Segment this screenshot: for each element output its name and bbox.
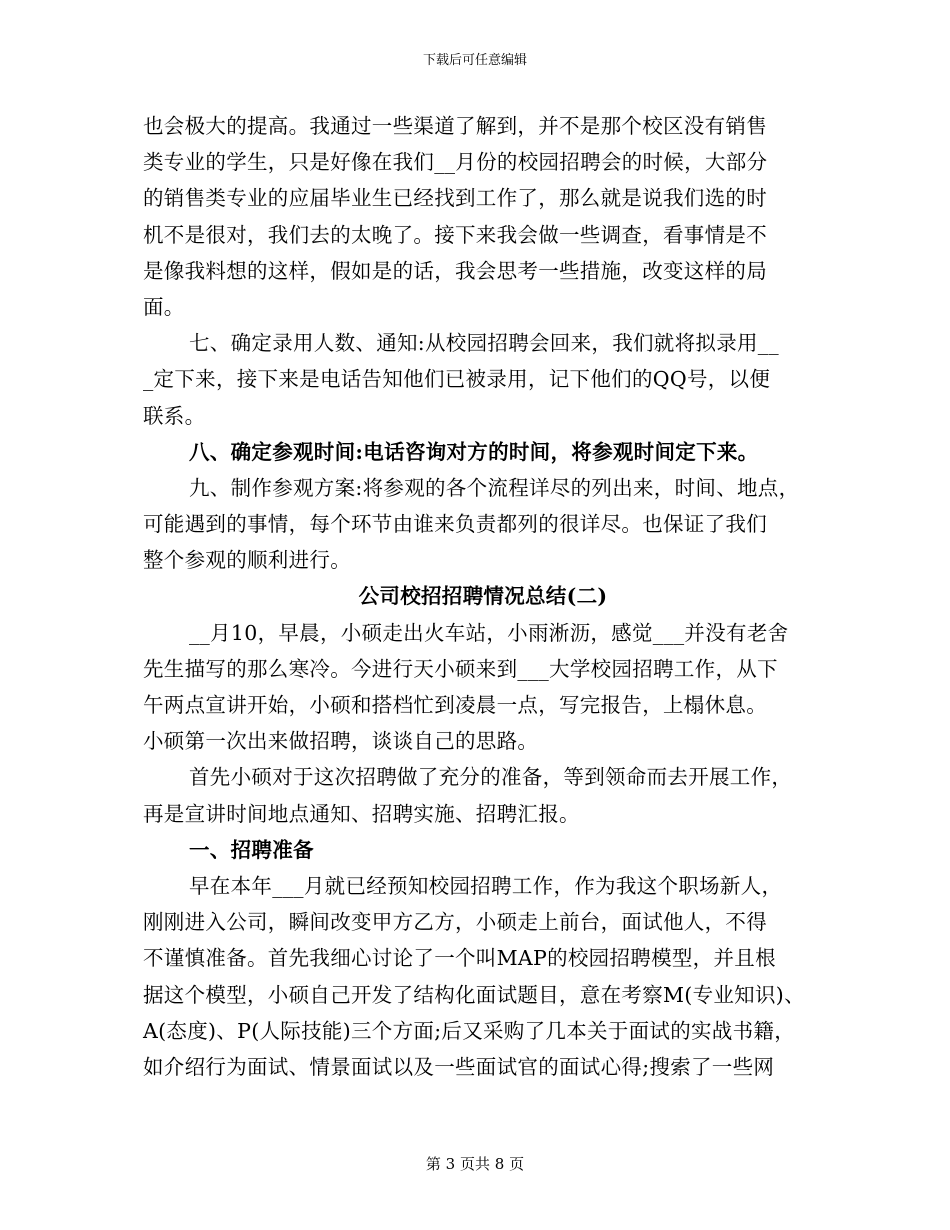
- text-line: 可能遇到的事情，每个环节由谁来负责都列的很详尽。也保证了我们: [143, 512, 767, 537]
- section-title: 公司校招招聘情况总结(二): [358, 584, 608, 609]
- text-line: 是像我料想的这样，假如是的话，我会思考一些措施，改变这样的局: [143, 258, 767, 283]
- text-line: 机不是很对，我们去的太晚了。接下来我会做一些调查，看事情是不: [143, 222, 767, 247]
- text-line: 七、确定录用人数、通知:从校园招聘会回来，我们就将拟录用__: [189, 331, 779, 356]
- text-line: __月10，早晨，小硕走出火车站，小雨淅沥，感觉___并没有老舍: [189, 620, 789, 645]
- text-line: A(态度)、P(人际技能)三个方面;后又采购了几本关于面试的实战书籍，: [143, 1018, 795, 1043]
- text-line: 午两点宣讲开始，小硕和搭档忙到凌晨一点，写完报告，上榻休息。: [143, 693, 767, 717]
- page-header: 下载后可任意编辑: [422, 53, 527, 68]
- text-line: _定下来，接下来是电话告知他们已被录用，记下他们的QQ号，以便: [143, 367, 771, 392]
- text-line: 不谨慎准备。首先我细心讨论了一个叫MAP的校园招聘模型，并且根: [143, 946, 776, 971]
- document-body: [143, 108, 823, 1085]
- text-line: 小硕第一次出来做招聘，谈谈自己的思路。: [143, 729, 539, 754]
- text-line: 首先小硕对于这次招聘做了充分的准备，等到领命而去开展工作，: [189, 765, 793, 790]
- text-line: 据这个模型，小硕自己开发了结构化面试题目，意在考察M(专业知识)、: [143, 982, 805, 1007]
- text-line: 如介绍行为面试、情景面试以及一些面试官的面试心得;搜索了一些网: [143, 1054, 775, 1079]
- text-line: 类专业的学生，只是好像在我们__月份的校园招聘会的时候，大部分: [143, 150, 768, 175]
- text-line: 刚刚进入公司，瞬间改变甲方乙方，小硕走上前台，面试他人，不得: [143, 910, 767, 935]
- text-line: 再是宣讲时间地点通知、招聘实施、招聘汇报。: [143, 801, 580, 826]
- bold-heading-line: 一、招聘准备: [189, 837, 314, 862]
- text-line: 先生描写的那么寒冷。今进行天小硕来到___大学校园招聘工作，从下: [143, 656, 778, 681]
- text-line: 早在本年___月就已经预知校园招聘工作，作为我这个职场新人，: [189, 873, 783, 898]
- text-line: 的销售类专业的应届毕业生已经找到工作了，那么就是说我们选的时: [143, 186, 767, 211]
- text-line: 九、制作参观方案:将参观的各个流程详尽的列出来，时间、地点，: [189, 475, 800, 500]
- bold-heading-line: 八、确定参观时间:电话咨询对方的时间，将参观时间定下来。: [189, 439, 759, 464]
- text-line: 也会极大的提高。我通过一些渠道了解到，并不是那个校区没有销售: [143, 114, 767, 138]
- page-footer: 第 3 页共 8 页: [425, 1155, 525, 1173]
- text-line: 面。: [143, 294, 185, 319]
- text-line: 联系。: [143, 403, 206, 428]
- text-line: 整个参观的顺利进行。: [143, 548, 351, 573]
